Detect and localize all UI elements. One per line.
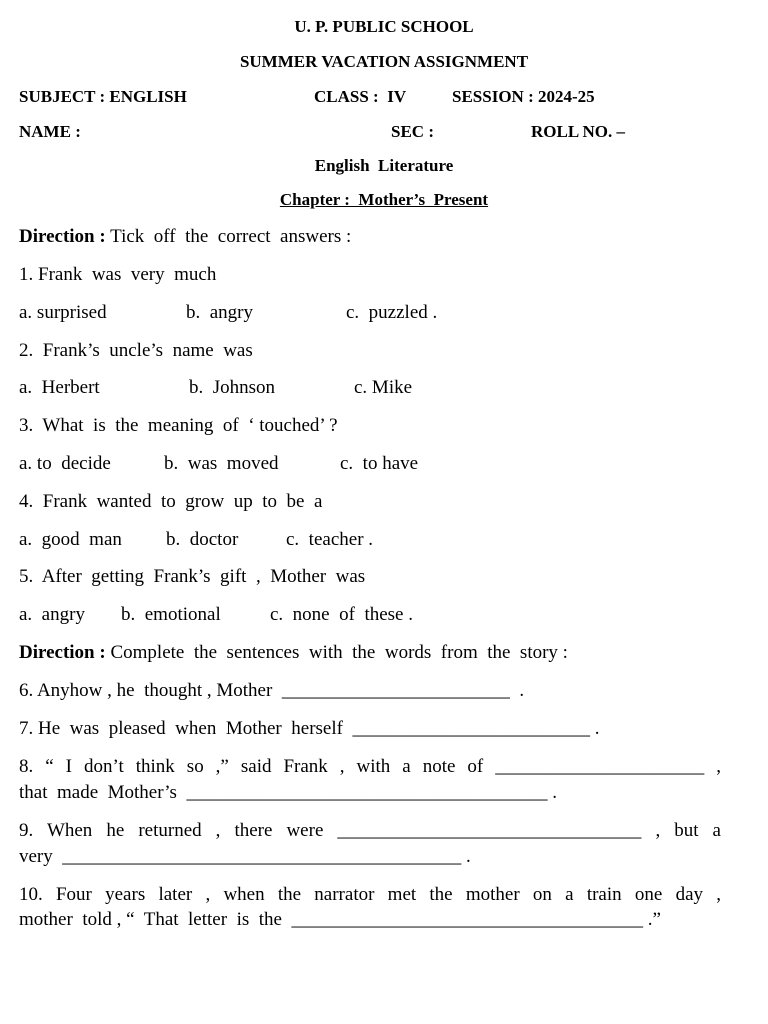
- option-3a[interactable]: a. to decide: [19, 453, 111, 474]
- school-name: U. P. PUBLIC SCHOOL: [294, 17, 474, 36]
- option-4c[interactable]: c. teacher .: [286, 529, 374, 550]
- direction-text: Tick off the correct answers :: [105, 226, 352, 247]
- option-3c[interactable]: c. to have: [340, 453, 419, 474]
- name-field-label: NAME :: [19, 122, 81, 141]
- roll-no-field-label: ROLL NO. –: [531, 122, 625, 141]
- option-2a[interactable]: a. Herbert: [19, 377, 100, 398]
- question-5: 5. After getting Frank’s gift , Mother was: [19, 566, 366, 587]
- assignment-title: SUMMER VACATION ASSIGNMENT: [239, 52, 529, 71]
- subject-label: SUBJECT : ENGLISH: [19, 87, 187, 106]
- question-7[interactable]: 7. He was pleased when Mother herself _________________________ .: [19, 718, 600, 739]
- option-1a[interactable]: a. surprised: [19, 302, 107, 323]
- section-title: English Literature: [314, 156, 454, 175]
- class-label: CLASS : IV: [314, 87, 407, 106]
- direction-label: Direction :: [19, 642, 106, 663]
- direction-text: Complete the sentences with the words from the story :: [105, 642, 568, 663]
- chapter-title: [0, 191, 768, 208]
- option-4b[interactable]: b. doctor: [166, 529, 239, 550]
- question-4: 4. Frank wanted to grow up to be a: [19, 491, 323, 512]
- direction-label: Direction :: [19, 226, 106, 247]
- question-10-line-1: 10. Four years later , when the narrator met the mother on a train one day ,: [19, 884, 721, 905]
- question-8-line-1[interactable]: 8. “ I don’t think so ,” said Frank , with a note of ______________________ ,: [19, 756, 721, 777]
- question-10-line-2[interactable]: mother told , “ That letter is the _____________________________________ .”: [19, 909, 661, 930]
- option-2b[interactable]: b. Johnson: [189, 377, 276, 398]
- question-9-line-1[interactable]: 9. When he returned , there were ________________________________ , but a: [19, 820, 721, 841]
- sec-field-label: SEC :: [391, 122, 434, 141]
- option-5a[interactable]: a. angry: [19, 604, 85, 625]
- option-1c[interactable]: c. puzzled .: [346, 302, 438, 323]
- question-2: 2. Frank’s uncle’s name was: [19, 340, 253, 361]
- session-label: SESSION : 2024-25: [452, 87, 595, 106]
- option-3b[interactable]: b. was moved: [164, 453, 279, 474]
- question-1: 1. Frank was very much: [19, 264, 217, 285]
- direction-mcq: [19, 227, 351, 246]
- question-6[interactable]: 6. Anyhow , he thought , Mother ________________________ .: [19, 680, 525, 701]
- question-8-line-2[interactable]: that made Mother’s ______________________________________ .: [19, 782, 557, 803]
- option-5c[interactable]: c. none of these .: [270, 604, 413, 625]
- option-4a[interactable]: a. good man: [19, 529, 122, 550]
- option-5b[interactable]: b. emotional: [121, 604, 221, 625]
- option-1b[interactable]: b. angry: [186, 302, 254, 323]
- option-2c[interactable]: c. Mike: [354, 377, 413, 398]
- question-9-line-2[interactable]: very __________________________________________ .: [19, 846, 471, 867]
- chapter-title-text: Chapter : Mother’s Present: [279, 190, 489, 209]
- direction-fill: [19, 643, 568, 662]
- question-3: 3. What is the meaning of ‘ touched’ ?: [19, 415, 338, 436]
